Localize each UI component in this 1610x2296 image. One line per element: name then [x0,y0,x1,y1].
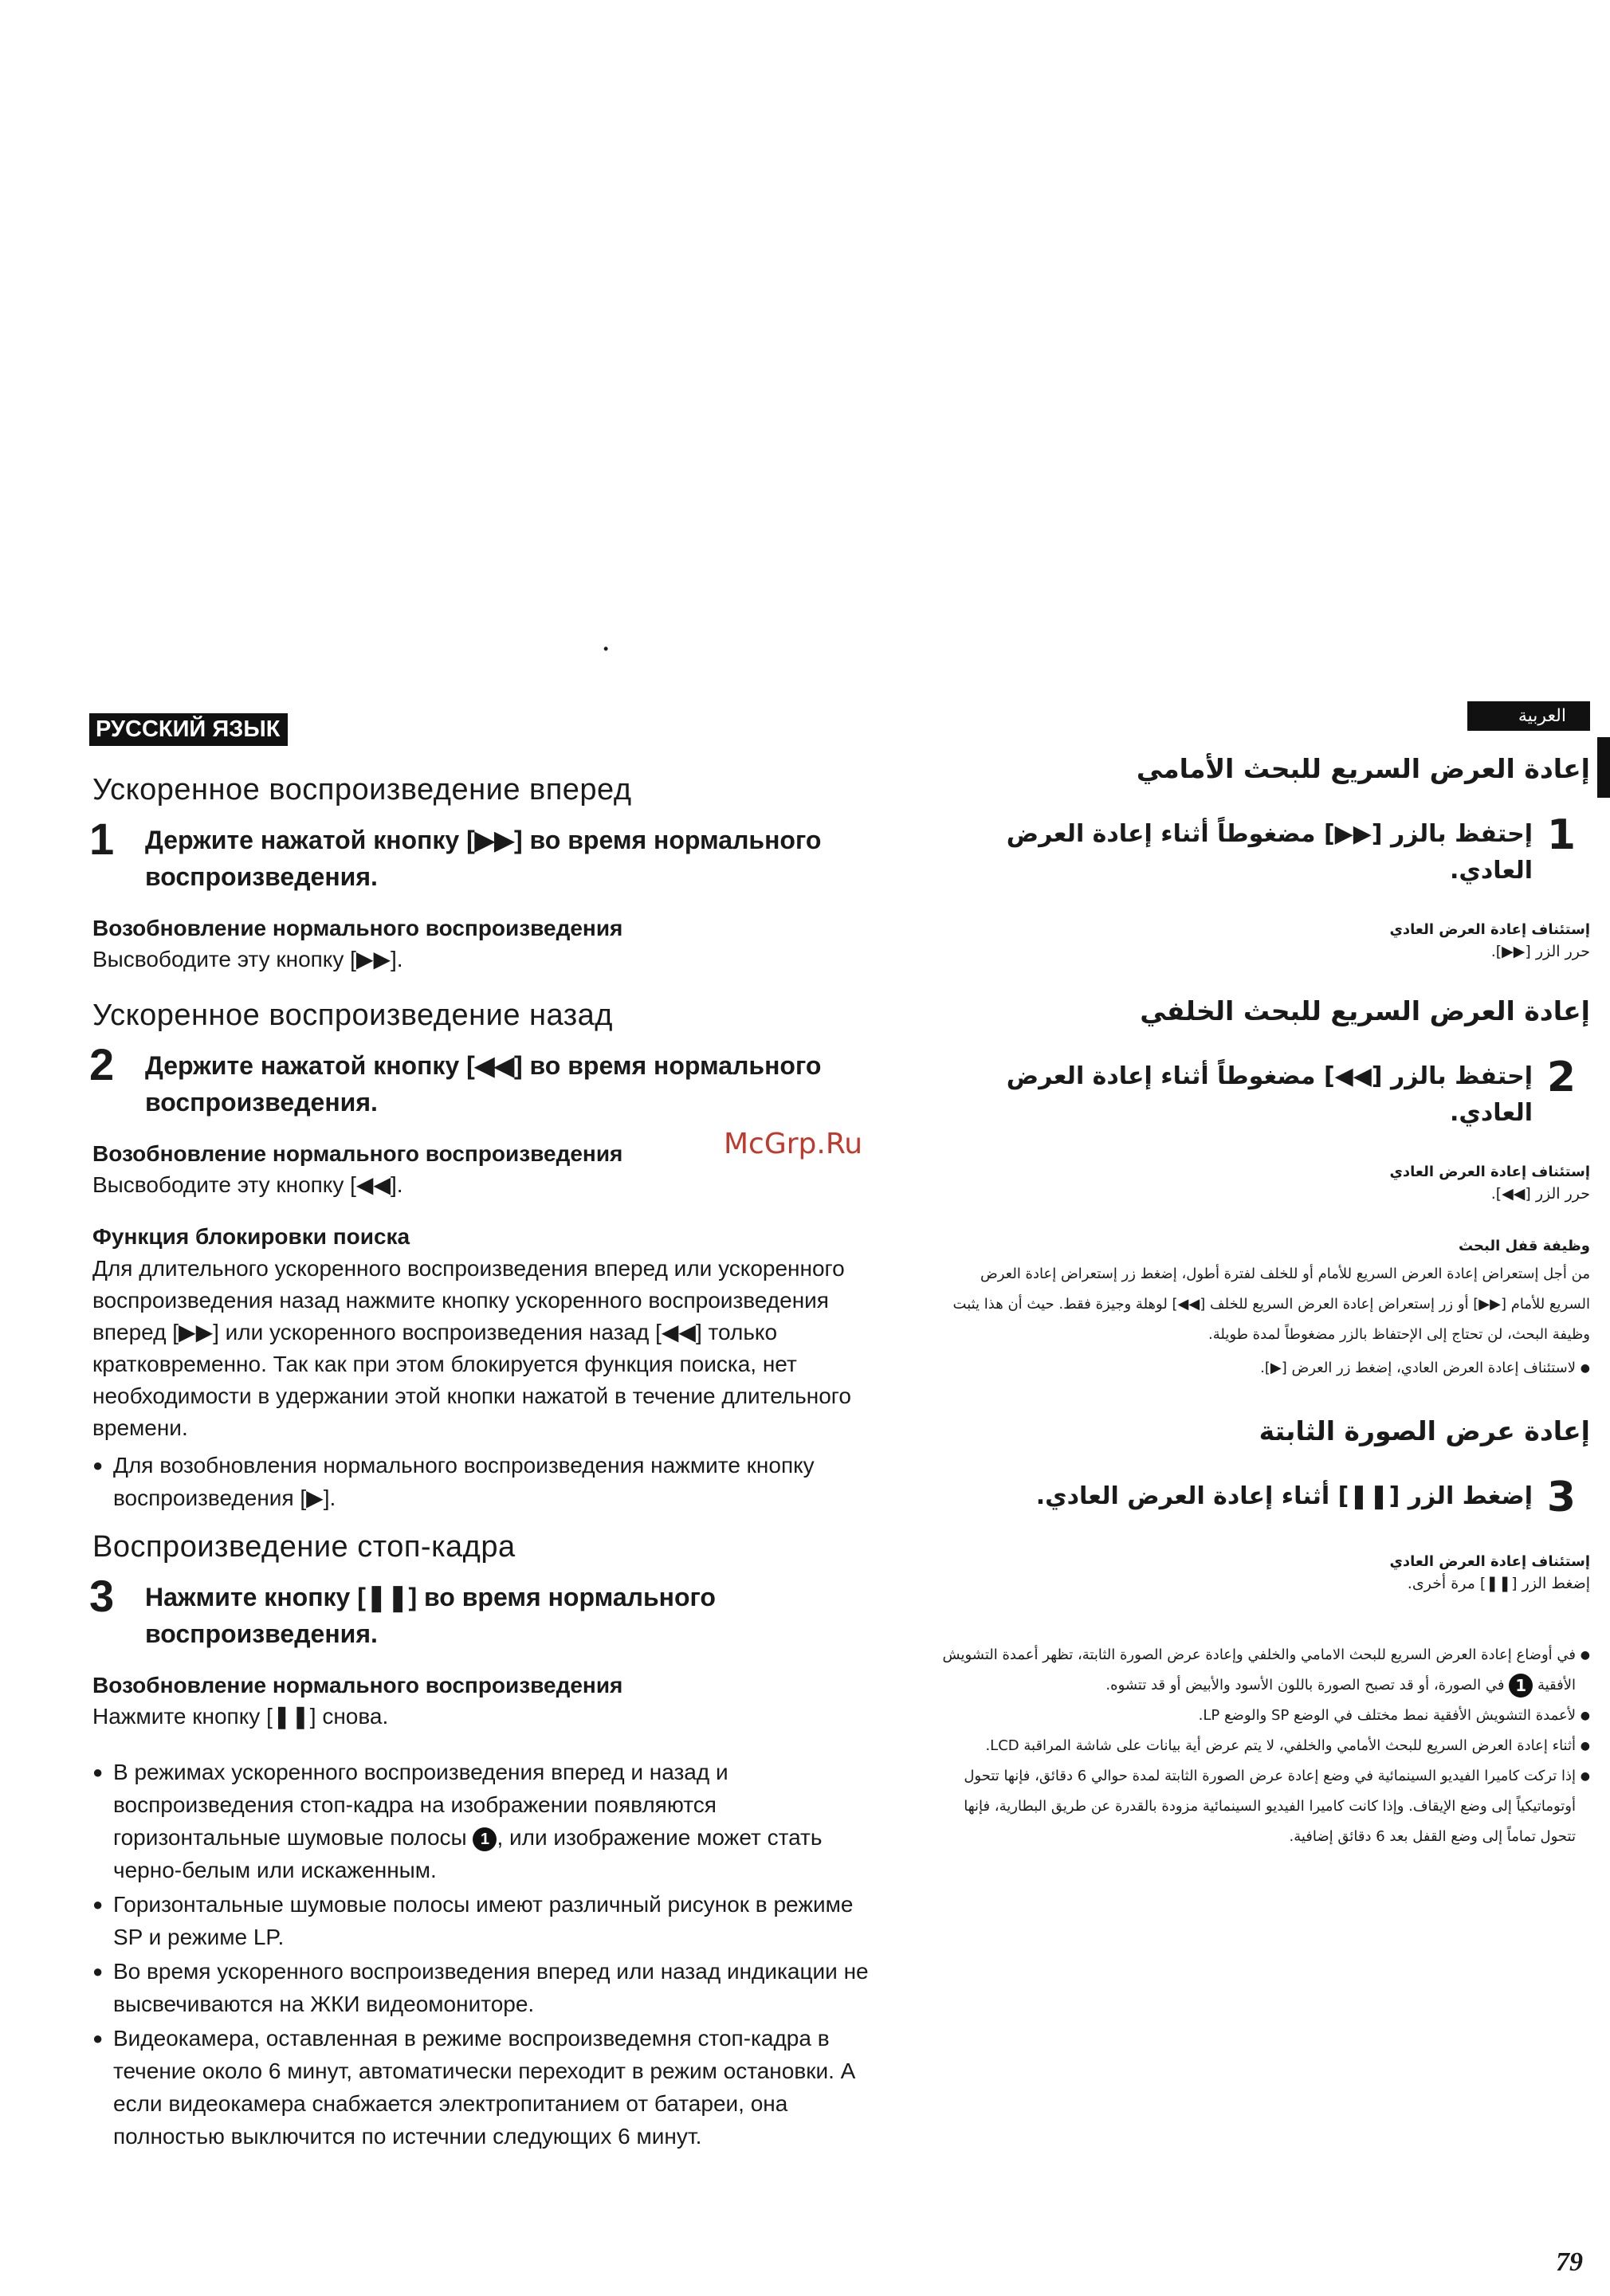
section-title: Ускоренное воспроизведение вперед [92,773,632,807]
watermark-link[interactable]: McGrp.Ru [724,1128,863,1160]
step-2 [937,1054,1590,1132]
resume-heading: إستئناف إعادة العرض العادي [1389,1553,1590,1570]
list-item: ● Во время ускоренного воспроизведения вперед или назад индикации не высвечиваются на ЖКИ видеомониторе. [89,1955,878,2020]
step-instruction: Держите нажатой кнопку [◀◀] во время нормального воспроизведения. [145,1051,822,1117]
scan-dot: • [603,641,609,657]
ru-section-still [89,1530,894,1732]
search-lock-notes [89,1449,894,1514]
ru-notes [89,1756,894,2153]
section-title: إعادة العرض السريع للبحث الأمامي [1136,753,1590,784]
ru-section-fast-forward [89,773,894,975]
list-item: ● في أوضاع إعادة العرض السريع للبحث الامامي والخلفي وإعادة عرض الصورة الثابتة، تظهر أعمدة التشويش الأفقية 1 في الصورة، أو قد تصبح الصورة باللون الأسود والأبيض أو قد تتشوه. [938,1640,1590,1701]
arabic-column [937,701,1590,1852]
search-lock-heading: Функция блокировки поиска [92,1224,410,1249]
resume-heading: Возобновление нормального воспроизведения [92,916,623,940]
resume-heading: إستئناف إعادة العرض العادي [1389,1164,1590,1180]
step-2 [89,1039,894,1121]
page-number: 79 [1556,2247,1583,2277]
russian-column [89,713,894,2168]
search-lock-heading: وظيفة قفل البحث [1458,1238,1590,1254]
search-lock-text: من أجل إستعراض إعادة العرض السريع للأمام أو للخلف لفترة أطول، إضغط زر إستعراض إعادة العرض السريع للأمام [▶▶] أو زر إستعراض إعادة العرض السريع للخلف [◀◀] لوهلة وجيزة فقط. حيث أن هذا يثبت وظيفة البحث، لن تحتاج إلى الإحتفاظ بالزر مضغوطاً لمدة طويلة. [952,1266,1590,1343]
search-lock-notes [937,1353,1590,1383]
section-title: Воспроизведение стоп-кадра [92,1530,516,1564]
resume-text: حرر الزر [▶▶]. [1490,943,1590,960]
page-edge-tab [1597,737,1610,798]
search-lock-text: Для длительного ускоренного воспроизведения вперед или ускоренного воспроизведения назад нажмите кнопку ускоренного воспроизведения вперед [▶▶] или ускоренного воспроизведения назад [◀◀] только кратковременно. Так как при этом блокируется функция поиска, нет необходимости в удержании этой кнопки нажатой в течение длительного времени. [92,1256,851,1440]
step-instruction: Держите нажатой кнопку [▶▶] во время нормального воспроизведения. [145,826,822,891]
section-title: إعادة العرض السريع للبحث الخلفي [1140,995,1590,1026]
resume-text: Высвободите эту кнопку [▶▶]. [92,947,403,971]
list-item: ● أثناء إعادة العرض السريع للبحث الأمامي والخلفي، لا يتم عرض أية بيانات على شاشة المراقبة LCD. [938,1731,1590,1761]
step-1 [89,814,894,895]
resume-heading: إستئناف إعادة العرض العادي [1389,921,1590,938]
list-item: ● لأعمدة التشويش الأفقية نمط مختلف في الوضع SP والوضع LP. [938,1701,1590,1731]
ar-notes [937,1640,1590,1852]
resume-text: Высвободите эту кнопку [◀◀]. [92,1172,403,1197]
russian-language-label: РУССКИЙ ЯЗЫК [89,713,288,746]
resume-heading: Возобновление нормального воспроизведения [92,1673,623,1697]
step-number: 1 [1546,811,1577,859]
list-item: ● لاستئناف إعادة العرض العادي، إضغط زر العرض [▶]. [938,1353,1590,1383]
list-item: ● Горизонтальные шумовые полосы имеют различный рисунок в режиме SP и режиме LP. [89,1888,878,1953]
arabic-language-label: العربية [1467,701,1590,731]
list-item: ● Видеокамера, оставленная в режиме воспроизведемня стоп-кадра в течение около 6 минут, автоматически переходит в режим остановки. А если видеокамера снабжается электропитанием от батареи, она полностью выключится по истечнии следующих 6 минут. [89,2022,878,2153]
step-instruction: إضغط الزر [❚❚] أثناء إعادة العرض العادي. [1035,1482,1533,1510]
list-item: ● إذا تركت كاميرا الفيديو السينمائية في وضع إعادة عرض الصورة الثابتة لمدة حوالي 6 دقائق، فإنها تتحول أوتوماتيكياً إلى وضع الإيقاف. وإذا كانت كاميرا الفيديو السينمائية مزودة بالقدرة عن طريق البطارية، فإنها تتحول تماماً إلى وضع القفل بعد 6 دقائق إضافية. [938,1761,1590,1852]
resume-text: Нажмите кнопку [❚❚] снова. [92,1704,389,1729]
step-3 [89,1571,894,1652]
noise-bar-marker: 1 [1509,1674,1533,1697]
step-number: 2 [89,1039,115,1089]
step-instruction: إحتفظ بالزر [◀◀] مضغوطاً أثناء إعادة العرض العادي. [1006,1062,1533,1127]
step-1 [937,811,1590,889]
section-title: إعادة عرض الصورة الثابتة [1259,1415,1590,1446]
step-number: 3 [1546,1474,1577,1521]
step-instruction: Нажмите кнопку [❚❚] во время нормального воспроизведения. [145,1583,716,1648]
noise-bar-marker: 1 [473,1827,497,1851]
list-item: ● Для возобновления нормального воспроизведения нажмите кнопку воспроизведения [▶]. [89,1449,878,1514]
step-instruction: إحتفظ بالزر [▶▶] مضغوطاً أثناء إعادة العرض العادي. [1006,820,1533,885]
resume-heading: Возобновление нормального воспроизведения [92,1141,623,1166]
step-number: 1 [89,814,115,864]
ru-section-rewind [89,999,894,1200]
step-number: 2 [1546,1054,1577,1101]
step-3 [937,1474,1590,1521]
section-title: Ускоренное воспроизведение назад [92,999,613,1032]
step-number: 3 [89,1571,115,1621]
resume-text: حرر الزر [◀◀]. [1490,1185,1590,1203]
list-item: ● В режимах ускоренного воспроизведения вперед и назад и воспроизведения стоп-кадра на изображении появляются горизонтальные шумовые полосы 1 , или изображение может стать черно-белым или искаженным. [89,1756,878,1886]
ru-search-lock [89,1224,894,1514]
resume-text: إضغط الزر [❚❚] مرة أخرى. [1407,1575,1590,1592]
